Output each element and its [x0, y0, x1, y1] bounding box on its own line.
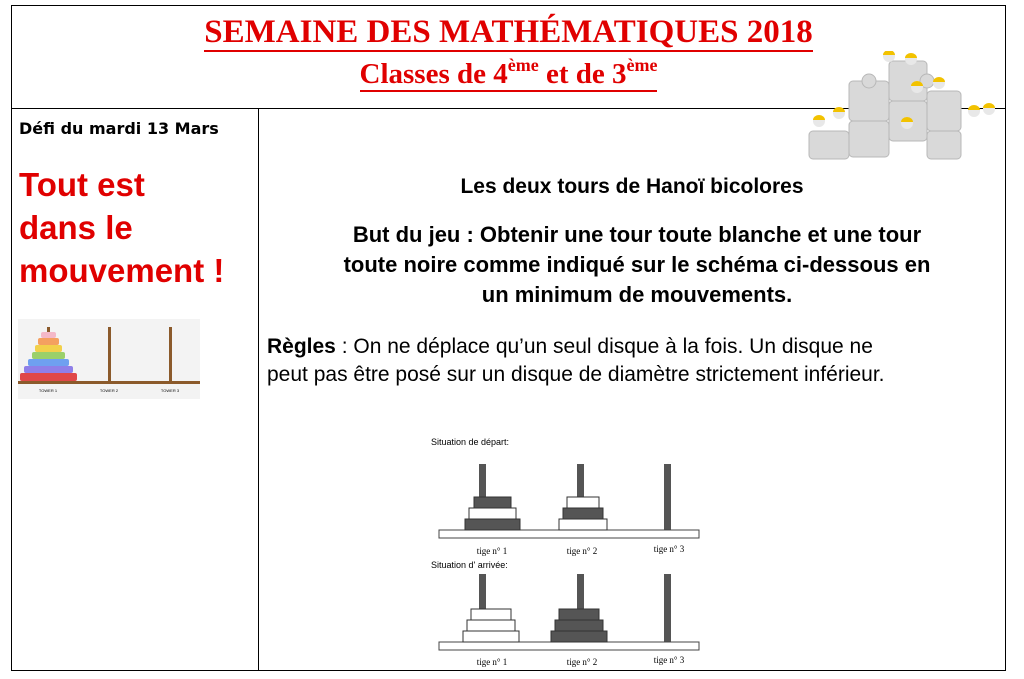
start-peg-2-label: tige n° 2: [566, 546, 598, 556]
game-title: Les deux tours de Hanoï bicolores: [460, 175, 804, 198]
start-peg-1-label: tige n° 1: [476, 546, 508, 556]
main-content: [259, 109, 1005, 670]
end-peg-1-label: tige n° 1: [476, 657, 508, 667]
hanoi-schema: [419, 437, 719, 667]
main-title: SEMAINE DES MATHÉMATIQUES 2018: [204, 14, 813, 50]
thumb-label-tower-2: TOWER 2: [99, 388, 119, 393]
left-column: [12, 109, 259, 670]
challenge-date: Défi du mardi 13 Mars: [19, 119, 219, 138]
thumb-label-tower-3: TOWER 3: [160, 388, 180, 393]
start-situation-label: Situation de départ:: [431, 437, 510, 447]
game-rules: Règles : On ne déplace qu’un seul disque à la fois. Un disque ne peut pas être posé sur un disque de diamètre strictement inférieur.: [267, 335, 885, 386]
end-peg-2-label: tige n° 2: [566, 657, 598, 667]
thumb-label-tower-1: TOWER 1: [38, 388, 58, 393]
end-situation-label: Situation d' arrivée:: [431, 560, 508, 570]
puzzle-workers-illustration: [789, 51, 1004, 171]
end-peg-3-label: tige n° 3: [653, 655, 685, 665]
motto: Tout est dans le mouvement !: [19, 166, 225, 289]
page-frame: [11, 5, 1006, 671]
subtitle: Classes de 4ème et de 3ème: [359, 55, 658, 90]
hanoi-tower-illustration: [18, 319, 200, 399]
start-peg-3-label: tige n° 3: [653, 544, 685, 554]
game-goal: But du jeu : Obtenir une tour toute blanche et une tour toute noire comme indiqué sur le schéma ci-dessous en un minimum de mouvements.: [343, 222, 931, 307]
rules-label: Règles: [267, 335, 336, 358]
